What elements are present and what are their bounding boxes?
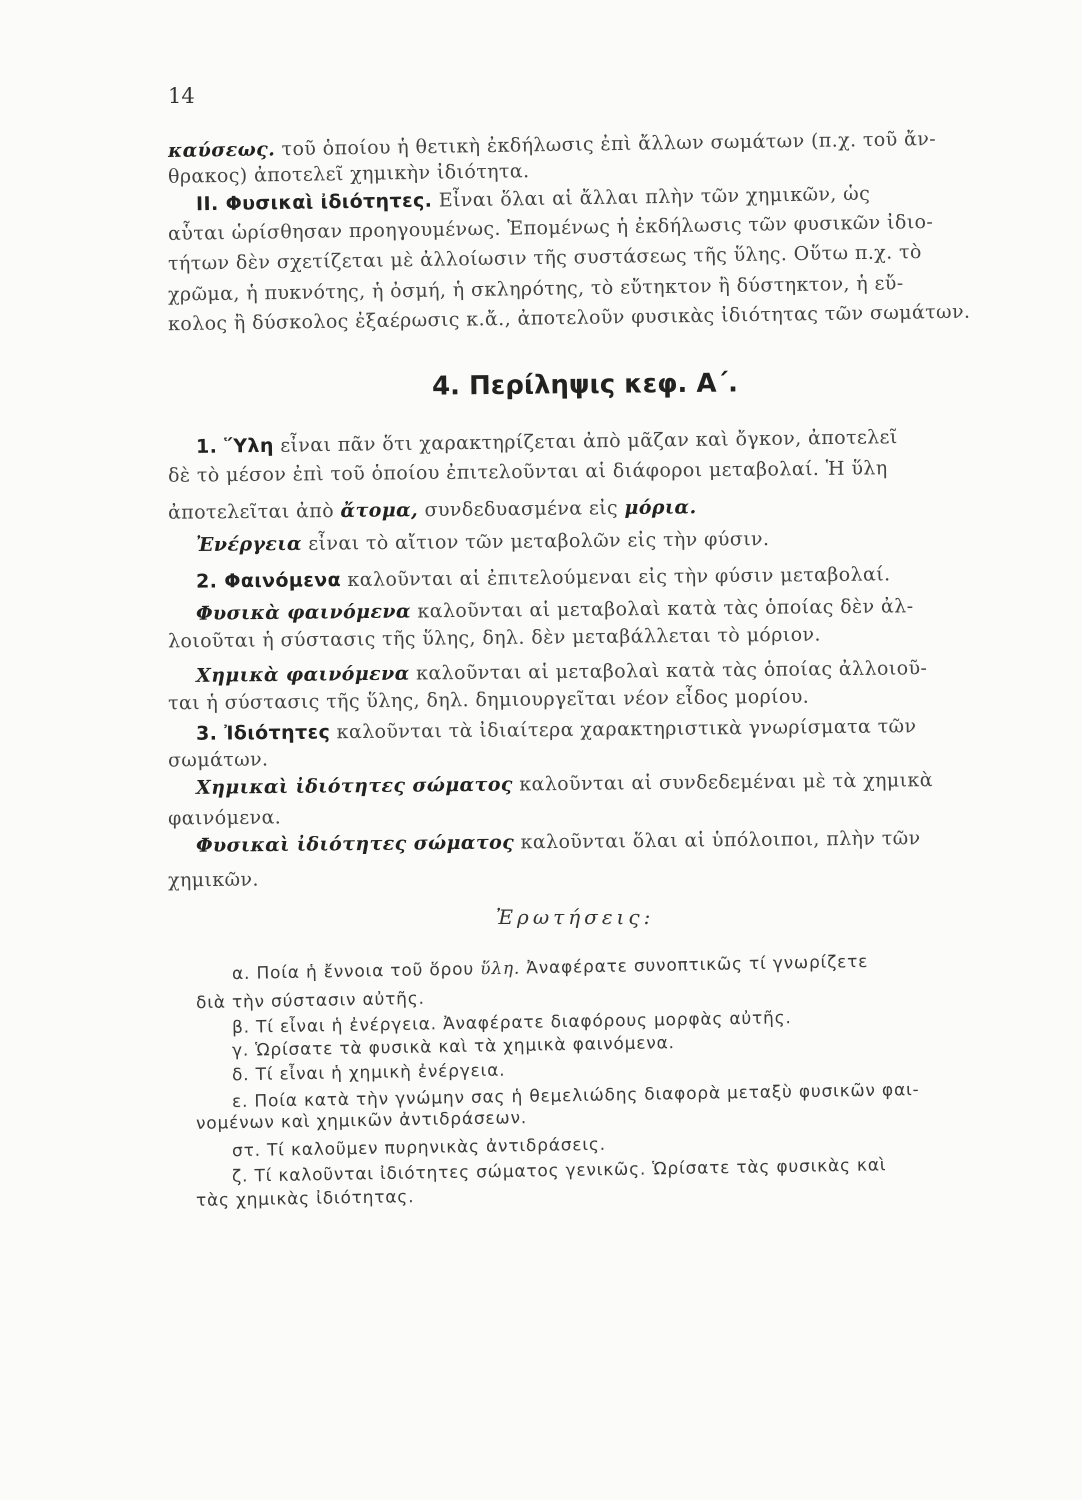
term-yli-question: ὕλη.	[480, 958, 521, 980]
text-line: κολος ἢ δύσκολος ἐξαέρωσις κ.ἄ., ἀποτελοῦν φυσικὰς ἰδιότητας τῶν σωμάτων.	[167, 300, 971, 336]
question-z: ζ. Τί καλοῦνται ἰδιότητες σώματος γενικῶς. Ὡρίσατε τὰς φυσικὰς καὶ	[231, 1155, 887, 1187]
term-idiotites: 3. Ἰδιότητες	[195, 721, 331, 745]
text-line: τήτων δὲν σχετίζεται μὲ ἀλλοίωσιν τῆς συστάσεως τῆς ὕλης. Οὕτω π.χ. τὸ	[167, 241, 922, 275]
section-ii-first-line: ΙΙ. Φυσικαὶ ἰδιότητες. Εἶναι ὅλαι αἱ ἄλλαι πλὴν τῶν χημικῶν, ὡς	[195, 182, 871, 216]
summary-item-2: 2. Φαινόμενα καλοῦνται αἱ ἐπιτελούμεναι εἰς τὴν φύσιν μεταβολαί.	[195, 563, 891, 593]
page-number: 14	[168, 84, 195, 108]
text-line: φαινόμενα.	[167, 806, 282, 830]
text-line: Ἐνέργεια εἶναι τὸ αἴτιον τῶν μεταβολῶν εἰς τὴν φύσιν.	[195, 527, 770, 557]
text-line: τὰς χημικὰς ἰδιότητας.	[195, 1187, 415, 1211]
term-fysika-fainomena: Φυσικὰ φαινόμενα	[195, 600, 412, 625]
question-a: α. Ποία ἡ ἔννοια τοῦ ὅρου ὕλη. Ἀναφέρατε συνοπτικῶς τί γνωρίζετε	[231, 951, 869, 985]
question-g: γ. Ὡρίσατε τὰ φυσικὰ καὶ τὰ χημικὰ φαινόμενα.	[231, 1033, 675, 1061]
term-energeia: Ἐνέργεια	[195, 532, 303, 557]
term-kauseos: καύσεως.	[167, 138, 276, 163]
summary-heading: 4. Περίληψις κεφ. Α΄.	[431, 368, 739, 402]
text-line: σωμάτων.	[167, 748, 269, 772]
text-line: καύσεως. τοῦ ὁποίου ἡ θετικὴ ἐκδήλωσις ἐπὶ ἄλλων σωμάτων (π.χ. τοῦ ἄν-	[167, 127, 937, 163]
term-chimikai-idiotites: Χημικαὶ ἰδιότητες σώματος	[195, 773, 513, 799]
text-line: νομένων καὶ χημικῶν ἀντιδράσεων.	[195, 1108, 528, 1134]
text-line: δὲ τὸ μέσον ἐπὶ τοῦ ὁποίου ἐπιτελοῦνται αἱ διάφοροι μεταβολαί. Ἡ ὕλη	[167, 457, 888, 487]
questions-title: Ἐρωτήσεις:	[496, 905, 655, 929]
text-line: χημικῶν.	[167, 868, 259, 892]
summary-item-1: 1. Ὕλη εἶναι πᾶν ὅτι χαρακτηρίζεται ἀπὸ μᾶζαν καὶ ὄγκον, ἀποτελεῖ	[195, 426, 898, 458]
text-line: χρῶμα, ἡ πυκνότης, ἡ ὀσμή, ἡ σκληρότης, τὸ εὔτηκτον ἢ δύστηκτον, ἡ εὔ-	[167, 272, 904, 306]
question-st: στ. Τί καλοῦμεν πυρηνικὰς ἀντιδράσεις.	[231, 1134, 607, 1162]
text-line: διὰ τὴν σύστασιν αὐτῆς.	[195, 988, 425, 1014]
question-b: β. Τί εἶναι ἡ ἐνέργεια. Ἀναφέρατε διαφόρους μορφὰς αὐτῆς.	[231, 1008, 792, 1038]
text-line: Φυσικαὶ ἰδιότητες σώματος καλοῦνται ὅλαι αἱ ὑπόλοιποι, πλὴν τῶν	[195, 827, 921, 857]
term-moria: μόρια.	[624, 496, 697, 519]
text-line: ται ἡ σύστασις τῆς ὕλης, δηλ. δημιουργεῖται νέον εἶδος μορίου.	[167, 685, 810, 715]
text-line: Χημικαὶ ἰδιότητες σώματος καλοῦνται αἱ συνδεδεμέναι μὲ τὰ χημικὰ	[195, 769, 934, 799]
summary-item-3: 3. Ἰδιότητες καλοῦνται τὰ ἰδιαίτερα χαρακτηριστικὰ γνωρίσματα τῶν	[195, 715, 917, 745]
section-ii-title: ΙΙ. Φυσικαὶ ἰδιότητες.	[195, 189, 433, 216]
text-line: Φυσικὰ φαινόμενα καλοῦνται αἱ μεταβολαὶ κατὰ τὰς ὁποίας δὲν ἀλ-	[195, 595, 914, 625]
question-d: δ. Τί εἶναι ἡ χημικὴ ἐνέργεια.	[231, 1060, 506, 1086]
term-atoma: ἄτομα,	[340, 499, 419, 522]
term-yli: 1. Ὕλη	[195, 434, 274, 458]
term-chimika-fainomena: Χημικὰ φαινόμενα	[195, 662, 410, 687]
text-line: ἀποτελεῖται ἀπὸ ἄτομα, συνδεδυασμένα εἰς μόρια.	[167, 496, 697, 524]
text-line: λοιοῦται ἡ σύστασις τῆς ὕλης, δηλ. δὲν μεταβάλλεται τὸ μόριον.	[167, 623, 821, 653]
text-line: θρακος) ἀποτελεῖ χημικὴν ἰδιότητα.	[167, 160, 530, 188]
term-fysikai-idiotites: Φυσικαὶ ἰδιότητες σώματος	[195, 831, 515, 857]
text-line: Χημικὰ φαινόμενα καλοῦνται αἱ μεταβολαὶ κατὰ τὰς ὁποίας ἀλλοιοῦ-	[195, 657, 928, 687]
question-e: ε. Ποία κατὰ τὴν γνώμην σας ἡ θεμελιώδης διαφορὰ μεταξὺ φυσικῶν φαι-	[231, 1080, 920, 1112]
text-line: αὗται ὡρίσθησαν προηγουμένως. Ἑπομένως ἡ ἐκδήλωσις τῶν φυσικῶν ἰδιο-	[167, 210, 934, 246]
term-fainomena: 2. Φαινόμενα	[195, 569, 342, 593]
